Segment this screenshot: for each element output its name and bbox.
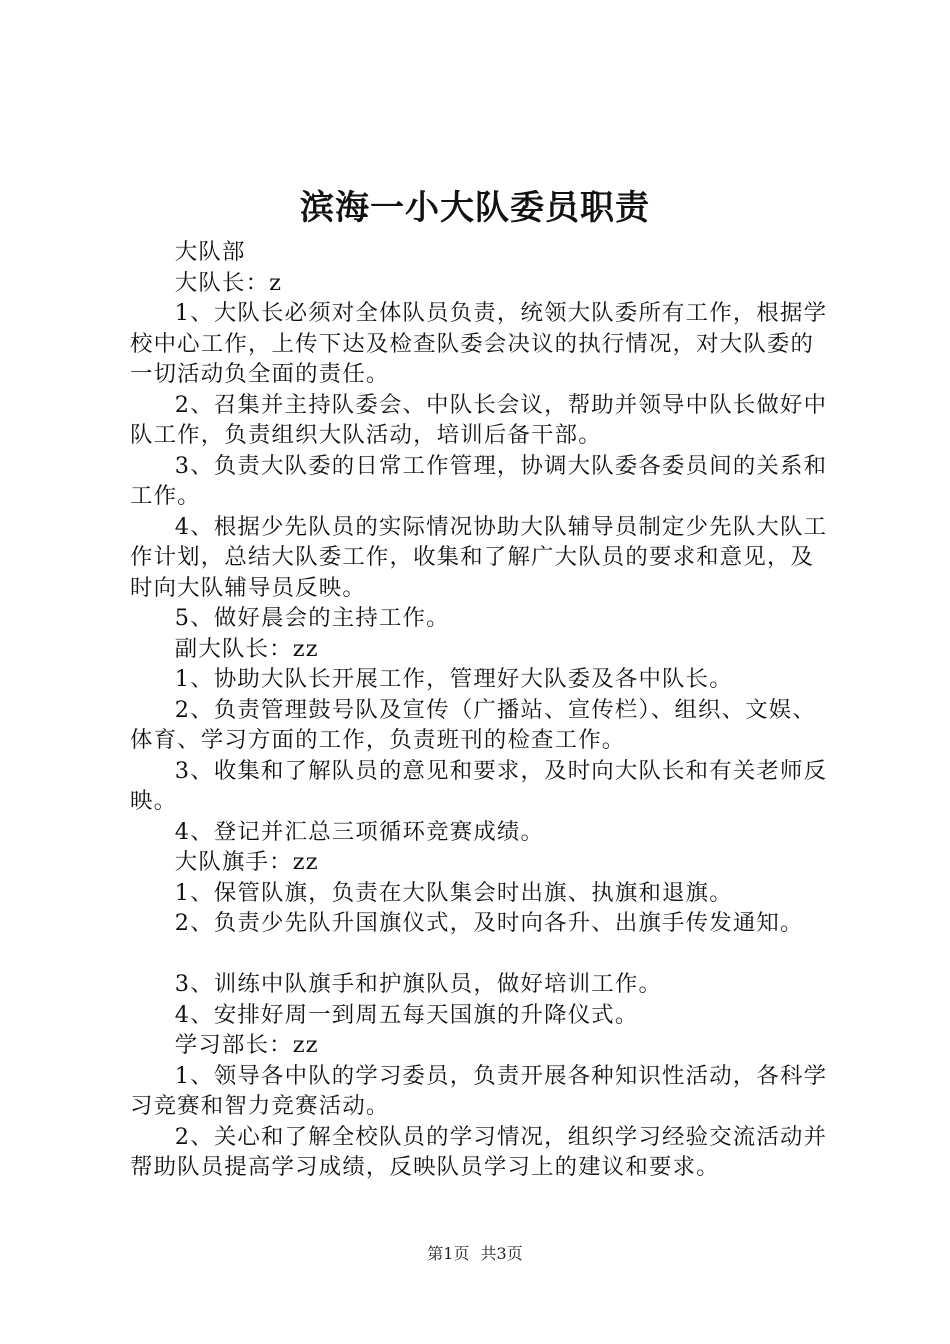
paragraph: 2、召集并主持队委会、中队长会议，帮助并领导中队长做好中队工作，负责组织大队活动，培训后备干部。	[130, 391, 828, 448]
page-footer	[0, 1242, 950, 1266]
document-body	[130, 237, 835, 1183]
page-number: 第1页	[427, 1244, 470, 1263]
role-heading: 学习部长：zz	[174, 1032, 319, 1058]
blank-line	[130, 939, 835, 970]
paragraph: 2、关心和了解全校队员的学习情况，组织学习经验交流活动并帮助队员提高学习成绩，反映队员学习上的建议和要求。	[130, 1123, 828, 1180]
role-heading: 副大队长：zz	[174, 635, 319, 662]
paragraph: 2、负责管理鼓号队及宣传（广播站、宣传栏）、组织、文娱、体育、学习方面的工作，负责班刊的检查工作。	[130, 696, 816, 753]
paragraph: 3、训练中队旗手和护旗队员，做好培训工作。	[174, 971, 663, 997]
paragraph: 4、安排好周一到周五每天国旗的升降仪式。	[174, 1001, 639, 1028]
document-title: 滨海一小大队委员职责	[300, 188, 650, 228]
paragraph: 1、大队长必须对全体队员负责，统领大队委所有工作，根据学校中心工作，上传下达及检查队委会决议的执行情况，对大队委的一切活动负全面的责任。	[130, 300, 828, 387]
role-heading: 大队长：z	[174, 269, 283, 296]
paragraph: 1、领导各中队的学习委员，负责开展各种知识性活动，各科学习竞赛和智力竞赛活动。	[130, 1062, 828, 1119]
paragraph: 3、负责大队委的日常工作管理，协调大队委各委员间的关系和工作。	[130, 452, 828, 509]
paragraph: 3、收集和了解队员的意见和要求，及时向大队长和有关老师反映。	[130, 757, 828, 814]
paragraph: 2、负责少先队升国旗仪式，及时向各升、出旗手传发通知。	[174, 910, 804, 936]
paragraph: 5、做好晨会的主持工作。	[174, 605, 450, 631]
paragraph: 4、登记并汇总三项循环竞赛成绩。	[174, 818, 545, 845]
section-heading: 大队部	[174, 239, 246, 265]
page-total: 共3页	[480, 1244, 523, 1263]
paragraph: 1、保管队旗，负责在大队集会时出旗、执旗和退旗。	[174, 879, 733, 906]
role-heading: 大队旗手：zz	[174, 849, 319, 875]
paragraph: 4、根据少先队员的实际情况协助大队辅导员制定少先队大队工作计划，总结大队委工作，收集和了解广大队员的要求和意见，及时向大队辅导员反映。	[130, 513, 828, 601]
paragraph: 1、协助大队长开展工作，管理好大队委及各中队长。	[174, 666, 733, 692]
